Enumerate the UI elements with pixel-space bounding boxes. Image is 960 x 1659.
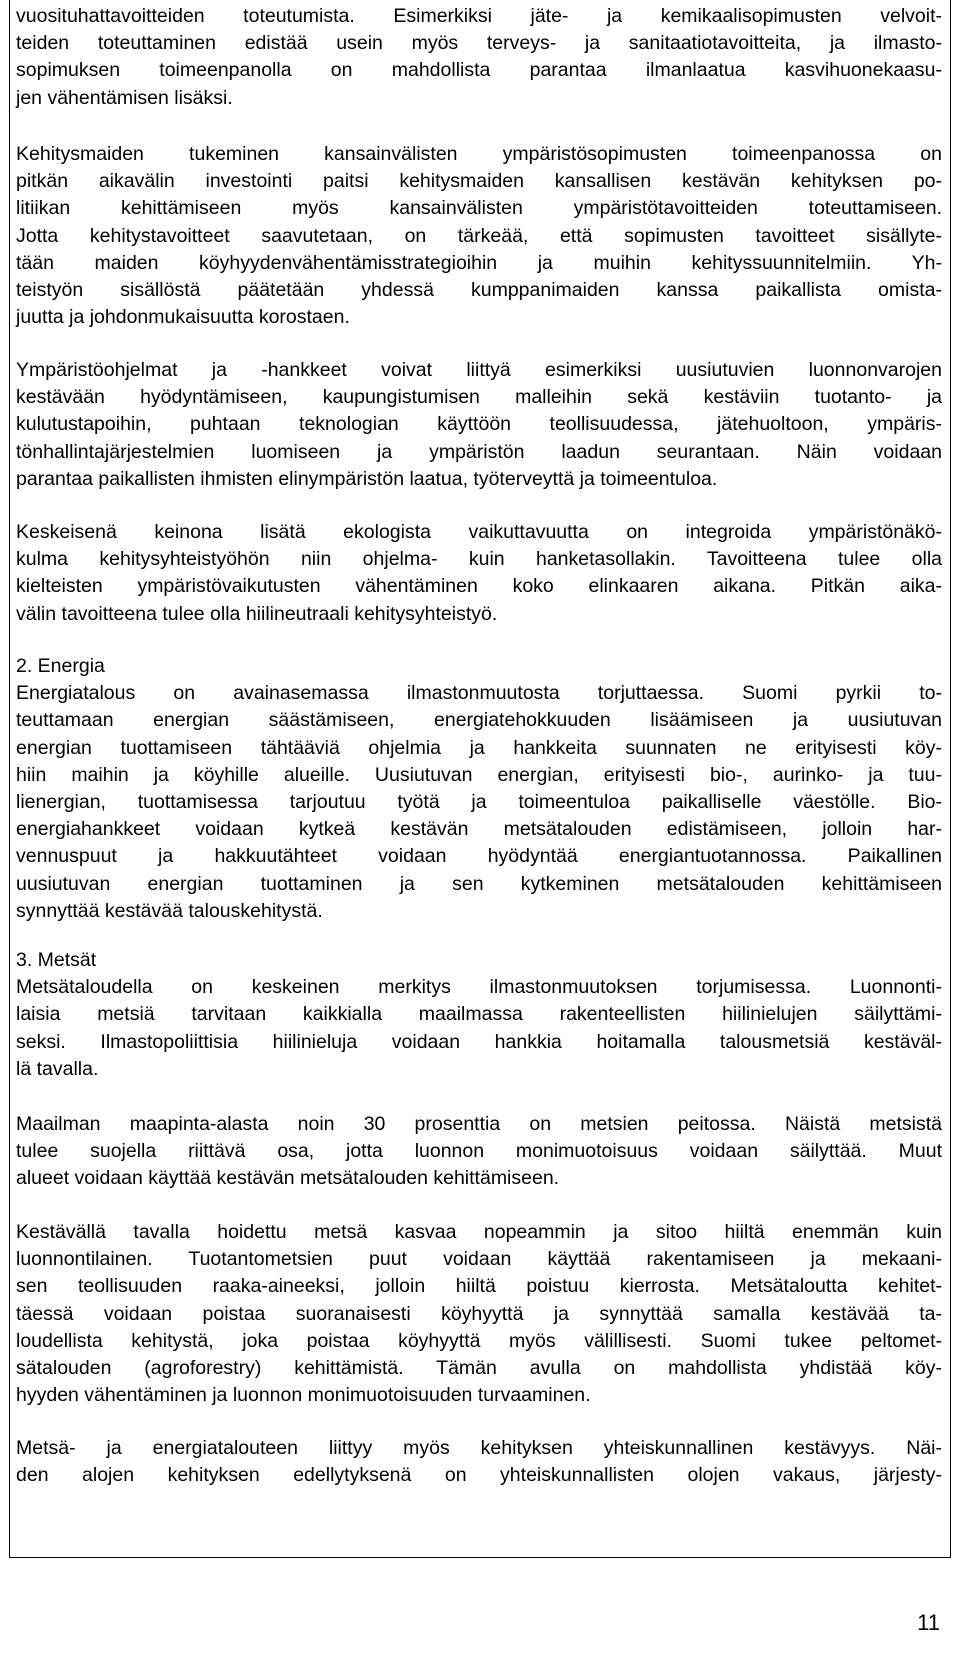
text-line: laisia metsiä tarvitaan kaikkialla maailmassa rakenteellisten hiilinielujen säilyttämi-: [16, 1003, 942, 1026]
text-line: pitkän aikavälin investointi paitsi kehitysmaiden kansallisen kestävän kehityksen po-: [16, 170, 942, 193]
text-line: kulutustapoihin, puhtaan teknologian käyttöön teollisuudessa, jätehuoltoon, ympäris-: [16, 413, 942, 436]
text-line: tönhallintajärjestelmien luomiseen ja ympäristön laadun seurantaan. Näin voidaan: [16, 440, 942, 463]
text-line: sen teollisuuden raaka-aineeksi, jolloin hiiltä poistuu kierrosta. Metsätaloutta kehitet-: [16, 1275, 942, 1298]
text-line: juutta ja johdonmukaisuutta korostaen.: [16, 306, 350, 329]
text-line: 2. Energia: [16, 655, 105, 677]
text-line: teuttamaan energian säästämiseen, energiatehokkuuden lisäämiseen ja uusiutuvan: [16, 709, 942, 732]
text-line: parantaa paikallisten ihmisten elinympäristön laatua, työterveyttä ja toimeentuloa.: [16, 467, 718, 490]
text-line: kestävään hyödyntämiseen, kaupungistumisen malleihin sekä kestäviin tuotanto- ja: [16, 386, 942, 409]
text-line: alueet voidaan käyttää kestävän metsätalouden kehittämiseen.: [16, 1167, 560, 1190]
text-line: Keskeisenä keinona lisätä ekologista vaikuttavuutta on integroida ympäristönäkö-: [16, 521, 942, 543]
text-line: sätalouden (agroforestry) kehittämistä. Tämän avulla on mahdollista yhdistää köy-: [16, 1357, 942, 1379]
text-line: litiikan kehittämiseen myös kansainvälisten ympäristötavoitteiden toteuttamiseen.: [16, 197, 942, 220]
text-line: täessä voidaan poistaa suoranaisesti köyhyyttä ja synnyttää samalla kestävää ta-: [16, 1302, 942, 1325]
text-line: kielteisten ympäristövaikutusten vähentäminen koko elinkaaren aikana. Pitkän aika-: [16, 575, 942, 598]
text-line: seksi. Ilmastopoliittisia hiilinieluja voidaan hankkia hoitamalla talousmetsiä kestäväl-: [16, 1030, 942, 1053]
text-line: lienergian, tuottamisessa tarjoutuu työtä ja toimeentuloa paikalliselle väestölle. Bio-: [16, 791, 942, 813]
text-line: Metsä- ja energiatalouteen liittyy myös kehityksen yhteiskunnallinen kestävyys. Näi-: [16, 1437, 942, 1459]
text-line: Kehitysmaiden tukeminen kansainvälisten ympäristösopimusten toimeenpanossa on: [16, 143, 942, 165]
text-line: synnyttää kestävää talouskehitystä.: [16, 899, 323, 922]
text-line: lä tavalla.: [16, 1057, 99, 1080]
text-line: teistyön sisällöstä päätetään yhdessä kumppanimaiden kanssa paikallista omista-: [16, 279, 942, 301]
text-line: tään maiden köyhyydenvähentämisstrategioihin ja muihin kehityssuunnitelmiin. Yh-: [16, 251, 942, 274]
text-line: hyyden vähentäminen ja luonnon monimuotoisuuden turvaaminen.: [16, 1384, 591, 1407]
text-line: vennuspuut ja hakkuutähteet voidaan hyödyntää energiantuotannossa. Paikallinen: [16, 845, 942, 868]
text-line: Jotta kehitystavoitteet saavutetaan, on tärkeää, että sopimusten tavoitteet sisällyte-: [16, 224, 942, 247]
text-line: Energiatalous on avainasemassa ilmastonmuutosta torjuttaessa. Suomi pyrkii to-: [16, 682, 942, 705]
page-number: 11: [917, 1610, 940, 1635]
text-line: Ympäristöohjelmat ja -hankkeet voivat liittyä esimerkiksi uusiutuvien luonnonvarojen: [16, 359, 942, 381]
text-line: sopimuksen toimeenpanolla on mahdollista parantaa ilmanlaatua kasvihuonekaasu-: [16, 59, 942, 82]
text-line: den alojen kehityksen edellytyksenä on yhteiskunnallisten olojen vakaus, järjesty-: [16, 1464, 942, 1487]
text-line: luonnontilainen. Tuotantometsien puut voidaan käyttää rakentamiseen ja mekaani-: [16, 1248, 942, 1271]
text-line: tulee suojella riittävä osa, jotta luonnon monimuotoisuus voidaan säilyttää. Muut: [16, 1140, 942, 1163]
text-line: välin tavoitteena tulee olla hiilineutraali kehitysyhteistyö.: [16, 602, 498, 625]
text-line: hiin maihin ja köyhille alueille. Uusiutuvan energian, erityisesti bio-, aurinko- ja tuu-: [16, 763, 942, 786]
text-line: Metsätaloudella on keskeinen merkitys ilmastonmuutoksen torjumisessa. Luonnonti-: [16, 976, 942, 999]
text-line: teiden toteuttaminen edistää usein myös terveys- ja sanitaatiotavoitteita, ja ilmasto-: [16, 32, 942, 55]
text-line: Kestävällä tavalla hoidettu metsä kasvaa nopeammin ja sitoo hiiltä enemmän kuin: [16, 1221, 942, 1243]
text-line: uusiutuvan energian tuottaminen ja sen kytkeminen metsätalouden kehittämiseen: [16, 872, 942, 895]
text-line: energiahankkeet voidaan kytkeä kestävän metsätalouden edistämiseen, jolloin har-: [16, 818, 942, 841]
text-line: Maailman maapinta-alasta noin 30 prosenttia on metsien peitossa. Näistä metsistä: [16, 1113, 942, 1135]
text-line: jen vähentämisen lisäksi.: [16, 86, 233, 109]
text-line: kulma kehitysyhteistyöhön niin ohjelma- kuin hanketasollakin. Tavoitteena tulee olla: [16, 548, 942, 571]
text-line: energian tuottamiseen tähtääviä ohjelmia ja hankkeita suunnaten ne erityisesti köy-: [16, 736, 942, 759]
text-line: vuosituhattavoitteiden toteutumista. Esimerkiksi jäte- ja kemikaalisopimusten velvoit-: [16, 5, 942, 27]
text-line: 3. Metsät: [16, 949, 97, 971]
text-line: loudellista kehitystä, joka poistaa köyhyyttä myös välillisesti. Suomi tukee peltomet-: [16, 1329, 942, 1352]
